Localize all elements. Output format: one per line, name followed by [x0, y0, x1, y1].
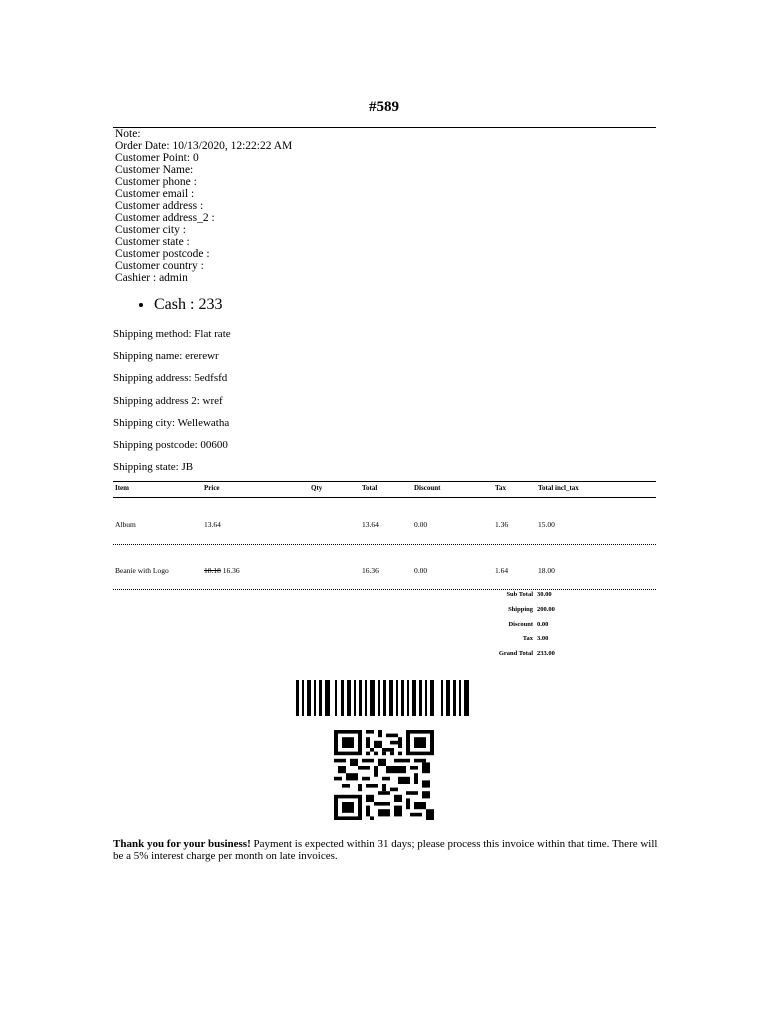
- tax-total-label: Tax: [522, 635, 533, 642]
- row-1-item: Album: [115, 520, 136, 529]
- row-1-discount: 0.00: [414, 520, 428, 529]
- grand-total-label: Grand Total: [498, 650, 533, 657]
- order-info: [115, 128, 292, 284]
- shipping-info: [113, 328, 231, 483]
- row-divider: [113, 589, 656, 590]
- cashier-line: Cashier : admin: [115, 272, 188, 284]
- row-divider: [113, 544, 656, 545]
- grand-total-value: 233.00: [537, 650, 555, 657]
- table-top-rule: [113, 481, 656, 482]
- shipping-state-line: Shipping state: JB: [113, 461, 194, 474]
- customer-country-line: Customer country :: [115, 260, 204, 272]
- customer-postcode-line: Customer postcode :: [115, 248, 210, 260]
- shipping-name-line: Shipping name: ererewr: [113, 350, 219, 363]
- sub-total-value: 30.00: [537, 591, 552, 598]
- row-2-total-incl-tax: 18.00: [538, 566, 555, 575]
- discount-total-value: 0.00: [537, 621, 549, 628]
- header-total: Total: [362, 484, 378, 492]
- row-2-discount: 0.00: [414, 566, 428, 575]
- header-qty: Qty: [311, 484, 323, 492]
- customer-city-line: Customer city :: [115, 224, 186, 236]
- shipping-total-value: 200.00: [537, 606, 555, 613]
- row-1-price: 13.64: [204, 520, 221, 529]
- shipping-method-line: Shipping method: Flat rate: [113, 328, 231, 340]
- shipping-city-line: Shipping city: Wellewatha: [113, 416, 230, 429]
- tax-total-value: 3.00: [537, 635, 549, 642]
- customer-state-line: Customer state :: [115, 236, 190, 248]
- customer-phone-line: Customer phone :: [115, 176, 197, 188]
- row-2-total: 16.36: [362, 566, 379, 575]
- header-bottom-rule: [113, 497, 656, 498]
- customer-address-line: Customer address :: [115, 200, 204, 212]
- row-1-total-incl-tax: 15.00: [538, 520, 555, 529]
- header-total-incl-tax: Total incl_tax: [538, 484, 579, 492]
- row-2-old-price: 18.18: [204, 566, 221, 575]
- payment-list: [136, 296, 222, 314]
- footer-note: [113, 838, 658, 862]
- order-title: #589: [369, 99, 399, 115]
- qr-code-image: [334, 730, 434, 820]
- footer-text: Payment is expected within 31 days; please process this invoice within that time. There will be a 5% interest charge per month on late invoices.: [113, 838, 658, 862]
- header-price: Price: [204, 484, 220, 492]
- shipping-address-2-line: Shipping address 2: wref: [113, 394, 223, 407]
- row-1-tax: 1.36: [495, 520, 509, 529]
- header-discount: Discount: [414, 484, 441, 492]
- row-2-item: Beanie with Logo: [115, 566, 169, 575]
- row-2-price: 16.36: [222, 566, 240, 575]
- order-date-line: Order Date: 10/13/2020, 12:22:22 AM: [115, 140, 293, 152]
- row-2-tax: 1.64: [495, 566, 509, 575]
- sub-total-label: Sub Total: [506, 591, 533, 598]
- customer-email-line: Customer email :: [115, 188, 195, 200]
- payment-item: • Cash : 233: [154, 296, 222, 314]
- shipping-total-label: Shipping: [508, 606, 533, 613]
- row-1-total: 13.64: [362, 520, 379, 529]
- shipping-postcode-line: Shipping postcode: 00600: [113, 438, 228, 451]
- shipping-address-line: Shipping address: 5edfsfd: [113, 372, 228, 385]
- barcode-image: [296, 680, 472, 716]
- customer-address-2-line: Customer address_2 :: [115, 212, 215, 224]
- header-tax: Tax: [495, 484, 507, 492]
- header-item: Item: [115, 484, 129, 492]
- discount-total-label: Discount: [508, 621, 533, 628]
- row-2-price-cell: [204, 566, 240, 575]
- footer-bold: Thank you for your business!: [113, 838, 251, 850]
- customer-point-line: Customer Point: 0: [115, 152, 199, 164]
- customer-name-line: Customer Name:: [115, 164, 194, 176]
- note-line: Note:: [115, 128, 141, 140]
